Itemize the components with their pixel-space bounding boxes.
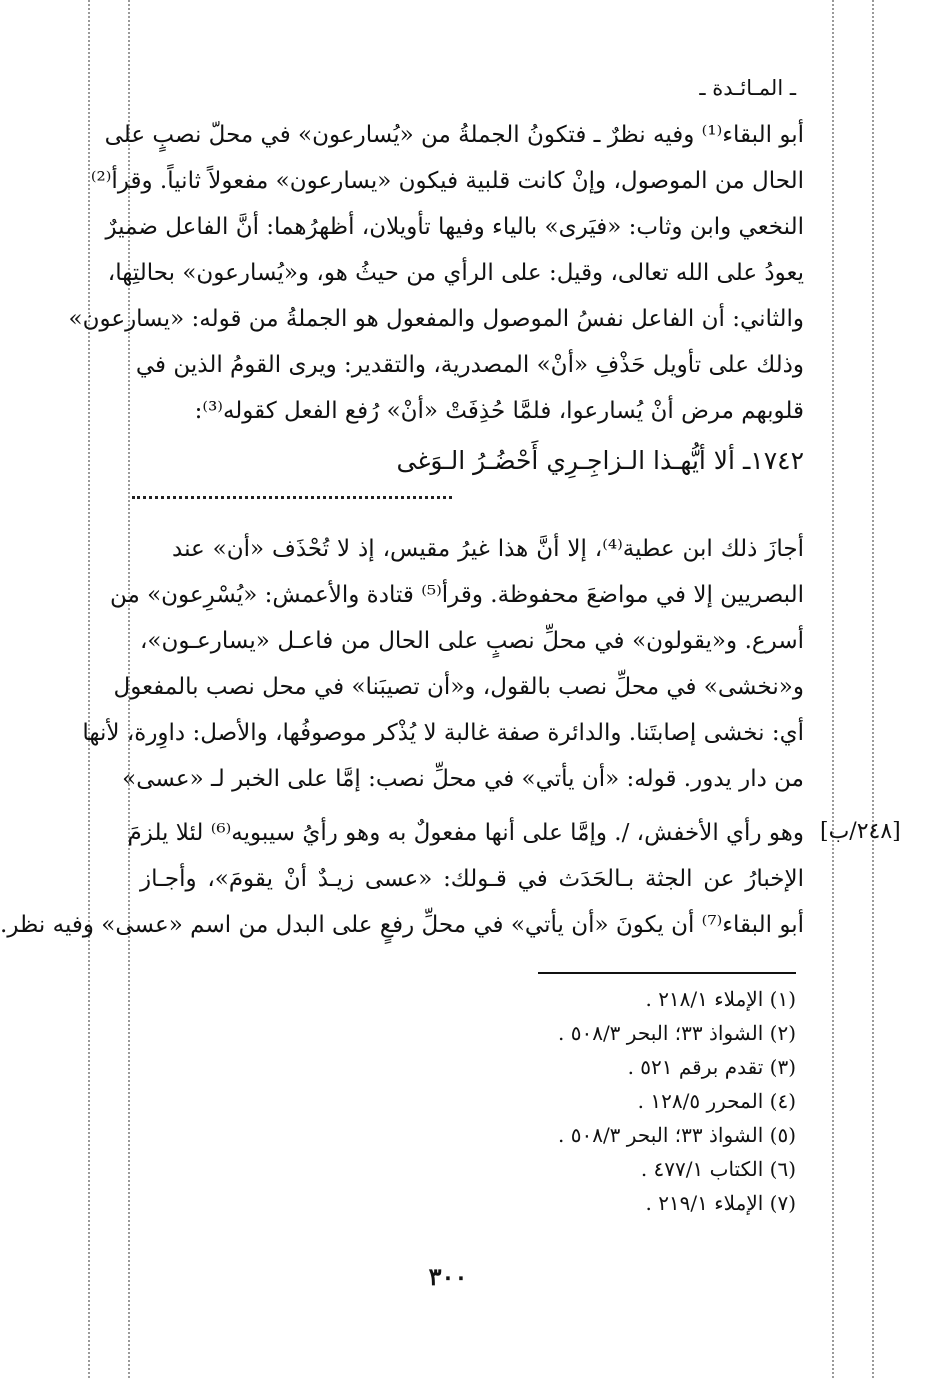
footnote: (٥) الشواذ ٣٣؛ البحر ٥٠٨/٣ . <box>558 1123 796 1147</box>
verse-ellipsis-dots <box>132 496 452 499</box>
scan-edge-line <box>88 0 90 1378</box>
footnote-separator <box>538 972 796 974</box>
footnote: (٧) الإملاء ٢١٩/١ . <box>645 1191 796 1215</box>
text-line: أبو البقاء⁽¹⁾ وفيه نظرٌ ـ فتكونُ الجملةُ من «يُسارعون» في محلّ نصبٍ على <box>104 122 804 148</box>
text-line: النخعي وابن وثاب: «فيَرى» بالياء وفيها تأويلان، أظهرُهما: أنَّ الفاعل ضميرٌ <box>105 214 804 240</box>
text-line: وذلك على تأويل حَذْفِ «أنْ» المصدرية، والتقدير: ويرى القومُ الذين في <box>135 352 804 378</box>
footnote: (٦) الكتاب ٤٧٧/١ . <box>640 1157 796 1181</box>
text-line: الحال من الموصول، وإنْ كانت قلبية فيكون «يسارعون» مفعولاً ثانياً. وقرأ⁽²⁾ <box>90 168 804 194</box>
manuscript-folio-marker: [٢٤٨/ب] <box>820 819 901 844</box>
page-number: ٣٠٠ <box>428 1262 468 1291</box>
text-line: وهو رأي الأخفش، /. وإمَّا على أنها مفعولٌ به وهو رأيُ سيبويه⁽⁶⁾ لئلا يلزمَ <box>127 820 804 846</box>
text-line: من دار يدور. قوله: «أن يأتي» في محلِّ نصب: إمَّا على الخبر لـ «عسى» <box>122 766 804 792</box>
scan-edge-line <box>872 0 874 1378</box>
text-line: أبو البقاء⁽⁷⁾ أن يكونَ «أن يأتي» في محلِّ رفعٍ على البدل من اسم «عسى» وفيه نظر. <box>0 912 804 938</box>
text-line: البصريين إلا في مواضعَ محفوظة. وقرأ⁽⁵⁾ قتادة والأعمش: «يُسْرِعون» من <box>109 582 804 608</box>
text-line: قلوبهم مرض أنْ يُسارعوا، فلمَّا حُذِفَتْ «أنْ» رُفع الفعل كقوله⁽³⁾: <box>194 398 804 424</box>
text-line: و«نخشى» في محلِّ نصب بالقول، و«أن تصيبَنا» في محل نصب بالمفعول <box>113 674 804 700</box>
scan-edge-line <box>832 0 834 1378</box>
footnote: (١) الإملاء ٢١٨/١ . <box>645 987 796 1011</box>
footnote: (٤) المحرر ١٢٨/٥ . <box>637 1089 796 1113</box>
running-header: ـ المـائـدة ـ <box>699 76 796 100</box>
footnote: (٣) تقدم برقم ٥٢١ . <box>627 1055 796 1079</box>
text-line: الإخبارُ عن الجثة بـالحَدَث في قـولك: «عسى زيـدٌ أنْ يقومَ»، وأجـاز <box>140 866 804 892</box>
text-line: أجازَ ذلك ابن عطية⁽⁴⁾، إلا أنَّ هذا غيرُ مقيس، إذ لا تُحْذَف «أن» عند <box>172 536 804 562</box>
poetry-verse: ١٧٤٢ـ ألا أيُّهـذا الـزاجِـرِي أَحْضُـرُ الـوَغى <box>396 446 804 475</box>
footnote: (٢) الشواذ ٣٣؛ البحر ٥٠٨/٣ . <box>558 1021 796 1045</box>
text-line: والثاني: أن الفاعل نفسُ الموصول والمفعول هو الجملةُ من قوله: «يسارعون» <box>68 306 804 332</box>
text-line: يعودُ على الله تعالى، وقيل: على الرأي من حيثُ هو، و«يُسارعون» بحالتِها، <box>107 260 804 286</box>
text-line: أسرع. و«يقولون» في محلِّ نصبٍ على الحال من فاعـل «يسارعـون»، <box>140 628 804 654</box>
text-line: أي: نخشى إصابتَنا. والدائرة صفة غالبة لا يُذْكر موصوفُها، والأصل: داوِرة، لأنها <box>82 720 804 746</box>
